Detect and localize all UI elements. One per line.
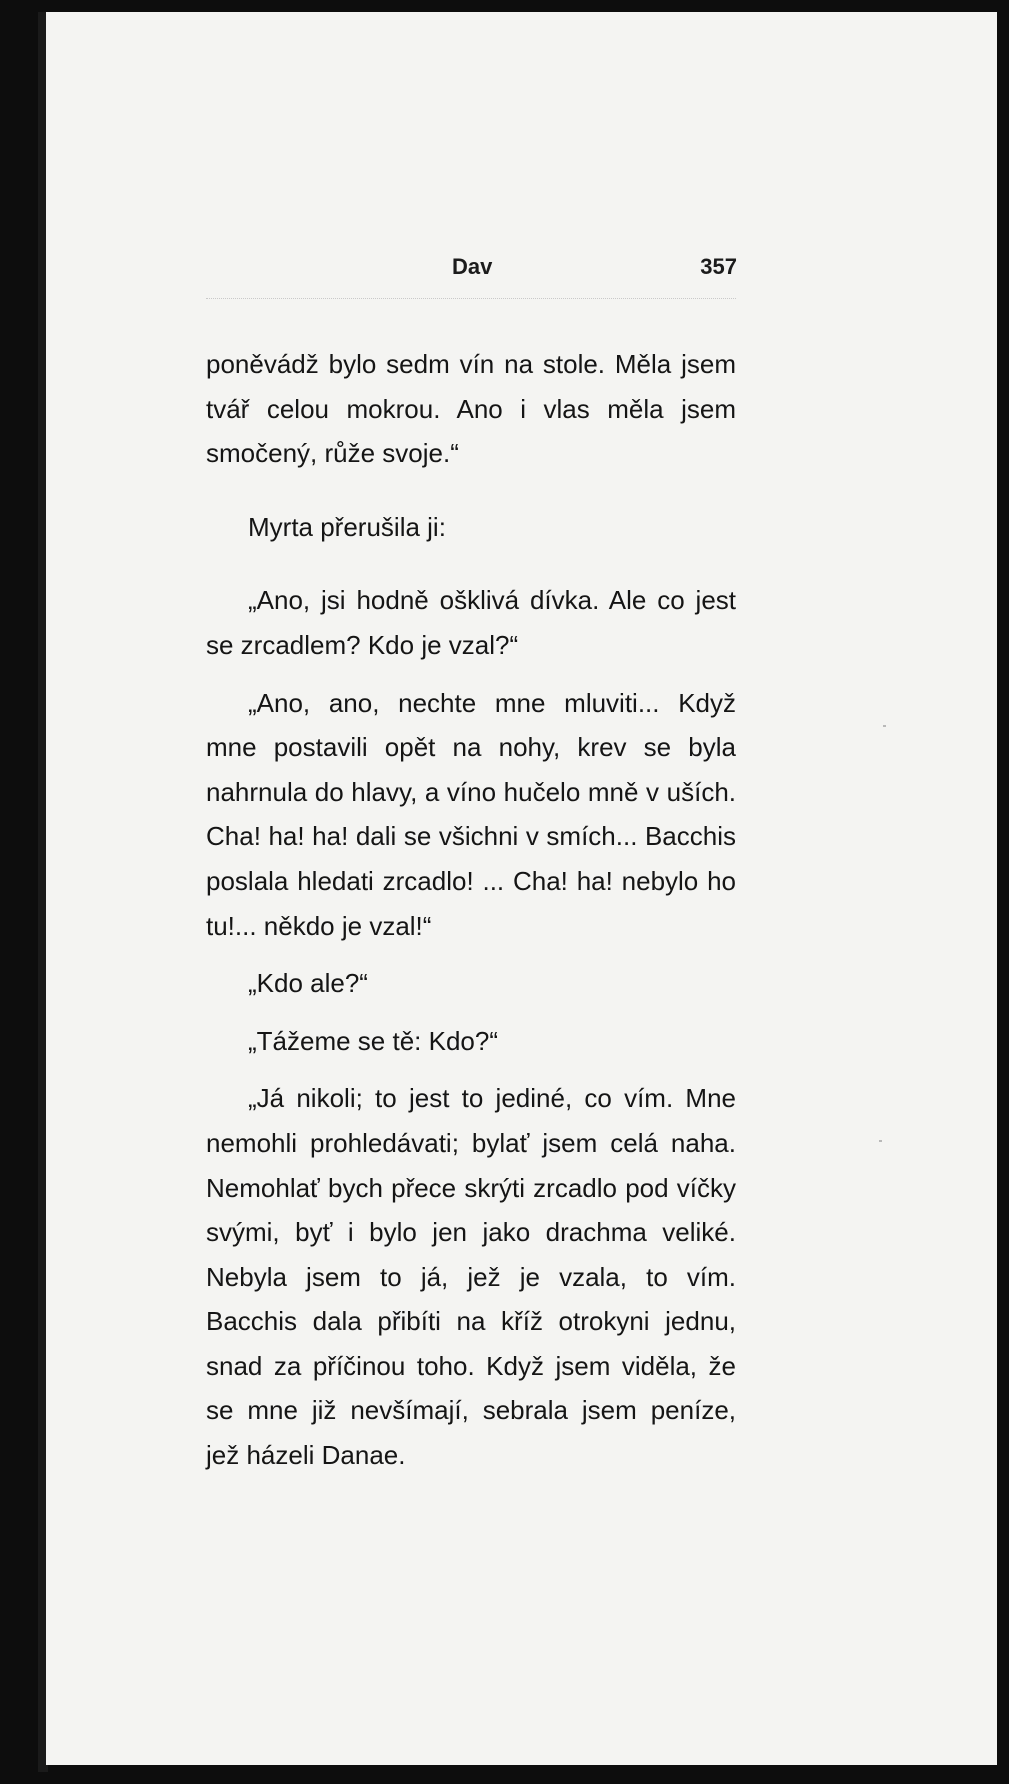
paragraph: „Ano, jsi hodně ošklivá dívka. Ale co jest se zrcadlem? Kdo je vzal?“ bbox=[206, 585, 736, 660]
header-rule bbox=[206, 298, 736, 300]
paragraph: „Tážeme se tě: Kdo?“ bbox=[248, 1025, 498, 1056]
running-head bbox=[206, 254, 737, 284]
paragraph: „Kdo ale?“ bbox=[248, 968, 368, 999]
paragraph: poněvádž bylo sedm vín na stole. Měla jsem tvář celou mokrou. Ano i vlas měla jsem smočený, růže svoje.“ bbox=[206, 349, 736, 469]
chapter-title: Dav bbox=[452, 254, 493, 279]
paragraph: „Ano, ano, nechte mne mluviti... Když mne postavili opět na nohy, krev se byla nahrnula do hlavy, a víno hučelo mně v uších. Cha! ha! ha! dali se všichni v smích... Bacchis poslala hledati zrcadlo! ... Cha! ha! nebylo ho tu!... někdo je vzal!“ bbox=[206, 687, 736, 941]
paragraph: „Já nikoli; to jest to jediné, co vím. Mne nemohli prohledávati; bylať jsem celá naha. Nemohlať bych přece skrýti zrcadlo pod víčky svými, byť i bylo jen jako drachma veliké. Nebyla jsem to já, jež je vzala, to vím. Bacchis dala přibíti na kříž otrokyni jednu, snad za příčinou toho. Když jsem viděla, že se mne již nevšímají, sebrala jsem peníze, jež házeli Danae. bbox=[206, 1083, 736, 1471]
paragraph: Myrta přerušila ji: bbox=[248, 511, 446, 542]
scan-speck bbox=[883, 725, 886, 727]
body-text bbox=[206, 342, 736, 1478]
page-number: 357 bbox=[700, 254, 737, 279]
scan-speck bbox=[879, 1140, 882, 1142]
